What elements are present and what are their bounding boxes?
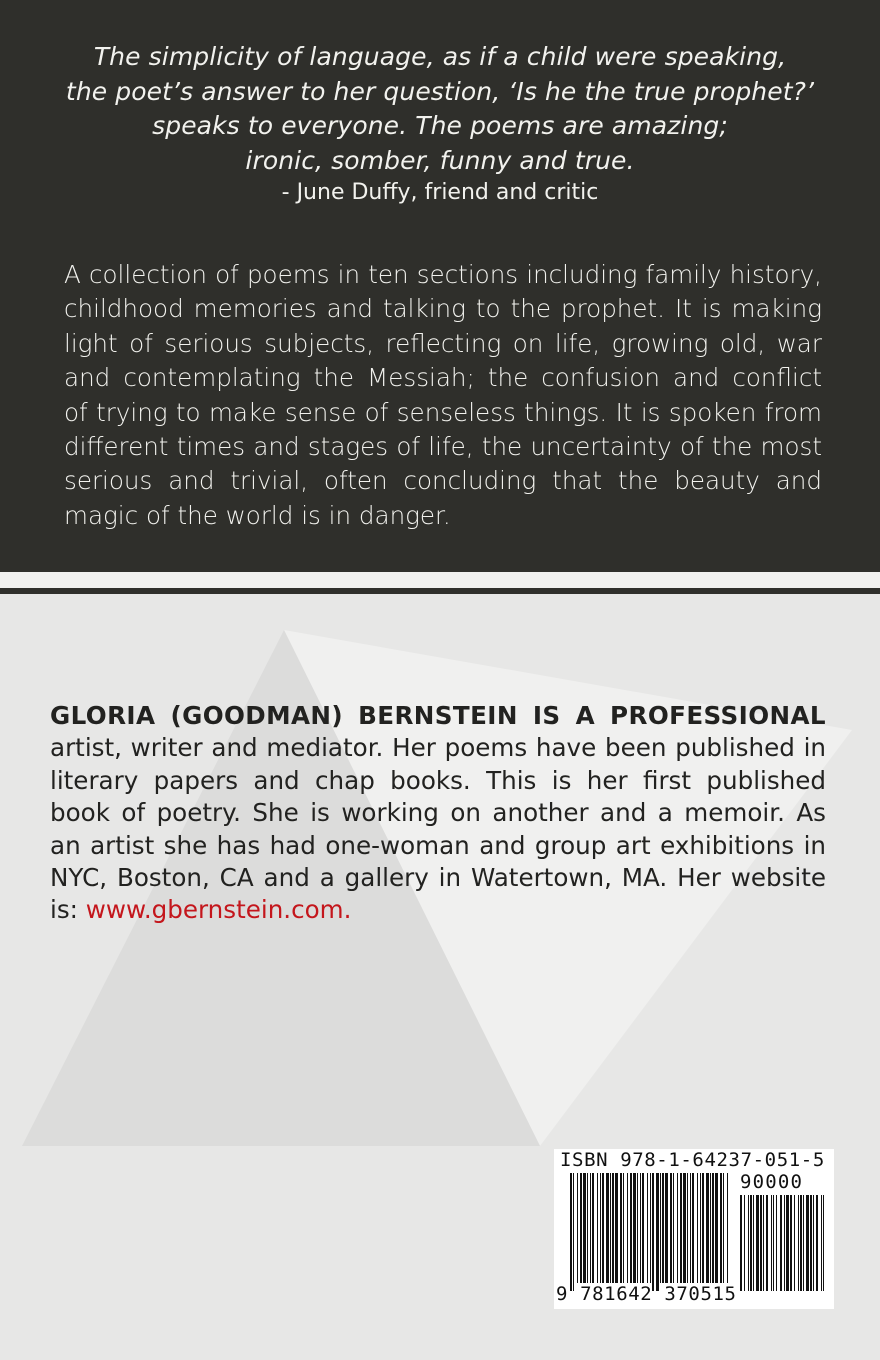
- barcode-bar: [677, 1173, 678, 1283]
- bio-line: book of poetry. She is working on another and a memoir. As: [50, 798, 826, 828]
- barcode-bar: [642, 1173, 644, 1283]
- barcode-bar: [573, 1173, 574, 1291]
- description-line: of trying to make sense of senseless things. It is spoken from: [64, 397, 822, 427]
- bio-line: NYC, Boston, CA and a gallery in Watertown, MA. Her website: [50, 863, 826, 893]
- barcode-bar: [798, 1195, 799, 1291]
- barcode-bar: [587, 1173, 588, 1283]
- barcode-bar: [590, 1173, 591, 1283]
- barcode-bar: [600, 1173, 601, 1283]
- barcode-bar: [630, 1173, 632, 1283]
- barcode-bar: [748, 1195, 749, 1291]
- barcode-bar: [623, 1173, 624, 1283]
- barcode-bar: [712, 1173, 714, 1283]
- barcode-bar: [670, 1173, 672, 1283]
- barcode-bar: [786, 1195, 789, 1291]
- barcode-bar: [806, 1195, 809, 1291]
- barcode-bar: [771, 1195, 772, 1291]
- barcode-bar: [633, 1173, 636, 1283]
- review-quote: [0, 40, 880, 178]
- author-bio: [50, 700, 826, 927]
- barcode-bar: [803, 1195, 804, 1291]
- book-description: [64, 258, 822, 533]
- barcode-bar: [800, 1195, 802, 1291]
- barcode-bar: [640, 1173, 641, 1283]
- barcode-bar: [610, 1173, 611, 1283]
- description-line: A collection of poems in ten sections including family history,: [64, 260, 822, 289]
- bio-last-prefix: is:: [50, 895, 86, 925]
- barcode-bar: [570, 1173, 572, 1291]
- description-line: serious and trivial, often concluding that the beauty and: [64, 466, 822, 496]
- barcode-bar: [656, 1173, 659, 1291]
- barcode-bar: [780, 1195, 782, 1291]
- barcode-bar: [602, 1173, 604, 1283]
- bio-lead-caps: GLORIA (GOODMAN) BERNSTEIN IS A PROFESSIONAL: [50, 701, 826, 730]
- barcode-bar: [620, 1173, 622, 1283]
- barcode-bar: [665, 1173, 668, 1283]
- bio-line: literary papers and chap books. This is her first published: [50, 765, 826, 795]
- barcode-bar: [673, 1173, 674, 1283]
- isbn-barcode: [554, 1149, 834, 1309]
- barcode-bar: [650, 1173, 651, 1283]
- description-line: magic of the world is in danger.: [64, 500, 451, 530]
- barcode-bar: [744, 1195, 745, 1291]
- barcode-bar: [580, 1173, 582, 1283]
- barcode-bar: [637, 1173, 638, 1283]
- bio-line: an artist she has had one-woman and group art exhibitions in: [50, 830, 826, 860]
- divider-light: [0, 572, 880, 588]
- barcode-bar: [753, 1195, 754, 1291]
- barcode-bar: [700, 1173, 701, 1283]
- isbn-label: ISBN 978-1-64237-051-5: [560, 1149, 825, 1171]
- barcode-bar: [776, 1195, 777, 1291]
- barcode-bar: [702, 1173, 704, 1283]
- barcode-bar: [662, 1173, 664, 1283]
- barcode-bar: [577, 1173, 578, 1283]
- barcode-bar: [720, 1173, 722, 1283]
- barcode-bar: [727, 1173, 728, 1283]
- barcode-bar: [816, 1195, 818, 1291]
- ean-digits: 9 781642 370515: [556, 1283, 737, 1305]
- barcode-bar: [597, 1173, 598, 1283]
- barcode-bar: [810, 1195, 812, 1291]
- barcode-bar: [660, 1173, 661, 1283]
- barcode-bar: [583, 1173, 586, 1283]
- description-line: different times and stages of life, the uncertainty of the most: [64, 432, 822, 462]
- quote-attribution: - June Duffy, friend and critic: [281, 180, 599, 205]
- quote-line: ironic, somber, funny and true.: [245, 145, 635, 175]
- barcode-bar: [690, 1173, 691, 1283]
- barcode-bar: [680, 1173, 682, 1283]
- barcode-bar: [687, 1173, 688, 1283]
- description-line: light of serious subjects, reflecting on life, growing old, war: [64, 328, 822, 358]
- barcode-bar: [766, 1195, 768, 1291]
- barcode-bar: [706, 1173, 709, 1283]
- quote-line: the poet’s answer to her question, ‘Is he the true prophet?’: [65, 76, 815, 106]
- price-addon-digits: 90000: [740, 1171, 804, 1193]
- barcode-bar: [647, 1173, 648, 1283]
- barcode-bar: [723, 1173, 724, 1283]
- barcode-bar: [697, 1173, 698, 1283]
- blurb-panel: [0, 0, 880, 572]
- barcode-bar: [615, 1173, 618, 1283]
- bio-last-line: [50, 894, 826, 926]
- barcode-bar: [740, 1195, 742, 1291]
- barcode-bar: [606, 1173, 609, 1283]
- barcode-bar: [652, 1173, 654, 1291]
- description-line: and contemplating the Messiah; the confusion and conflict: [64, 363, 822, 393]
- bio-line: artist, writer and mediator. Her poems have been published in: [50, 733, 826, 763]
- quote-line: speaks to everyone. The poems are amazing;: [152, 111, 728, 140]
- barcode-bar: [627, 1173, 628, 1283]
- barcode-bar: [821, 1195, 822, 1291]
- barcode-bar: [794, 1195, 795, 1291]
- barcode-bar: [760, 1195, 762, 1291]
- barcode-bar: [692, 1173, 694, 1283]
- barcode-bar: [763, 1195, 764, 1291]
- barcode-bar: [813, 1195, 814, 1291]
- author-website-link[interactable]: www.gbernstein.com.: [85, 895, 352, 925]
- barcode-bar: [756, 1195, 759, 1291]
- barcode-bar: [592, 1173, 594, 1283]
- barcode-bar: [710, 1173, 711, 1283]
- barcode-bar: [750, 1195, 752, 1291]
- barcode-bar: [683, 1173, 686, 1283]
- barcode-bar: [823, 1195, 824, 1291]
- description-line: childhood memories and talking to the prophet. It is making: [64, 294, 822, 324]
- barcode-bar: [773, 1195, 774, 1291]
- barcode-bar: [790, 1195, 792, 1291]
- barcode-bar: [784, 1195, 785, 1291]
- barcode-bar: [715, 1173, 718, 1283]
- barcode-bar: [612, 1173, 614, 1283]
- quote-line: The simplicity of language, as if a child were speaking,: [93, 42, 787, 71]
